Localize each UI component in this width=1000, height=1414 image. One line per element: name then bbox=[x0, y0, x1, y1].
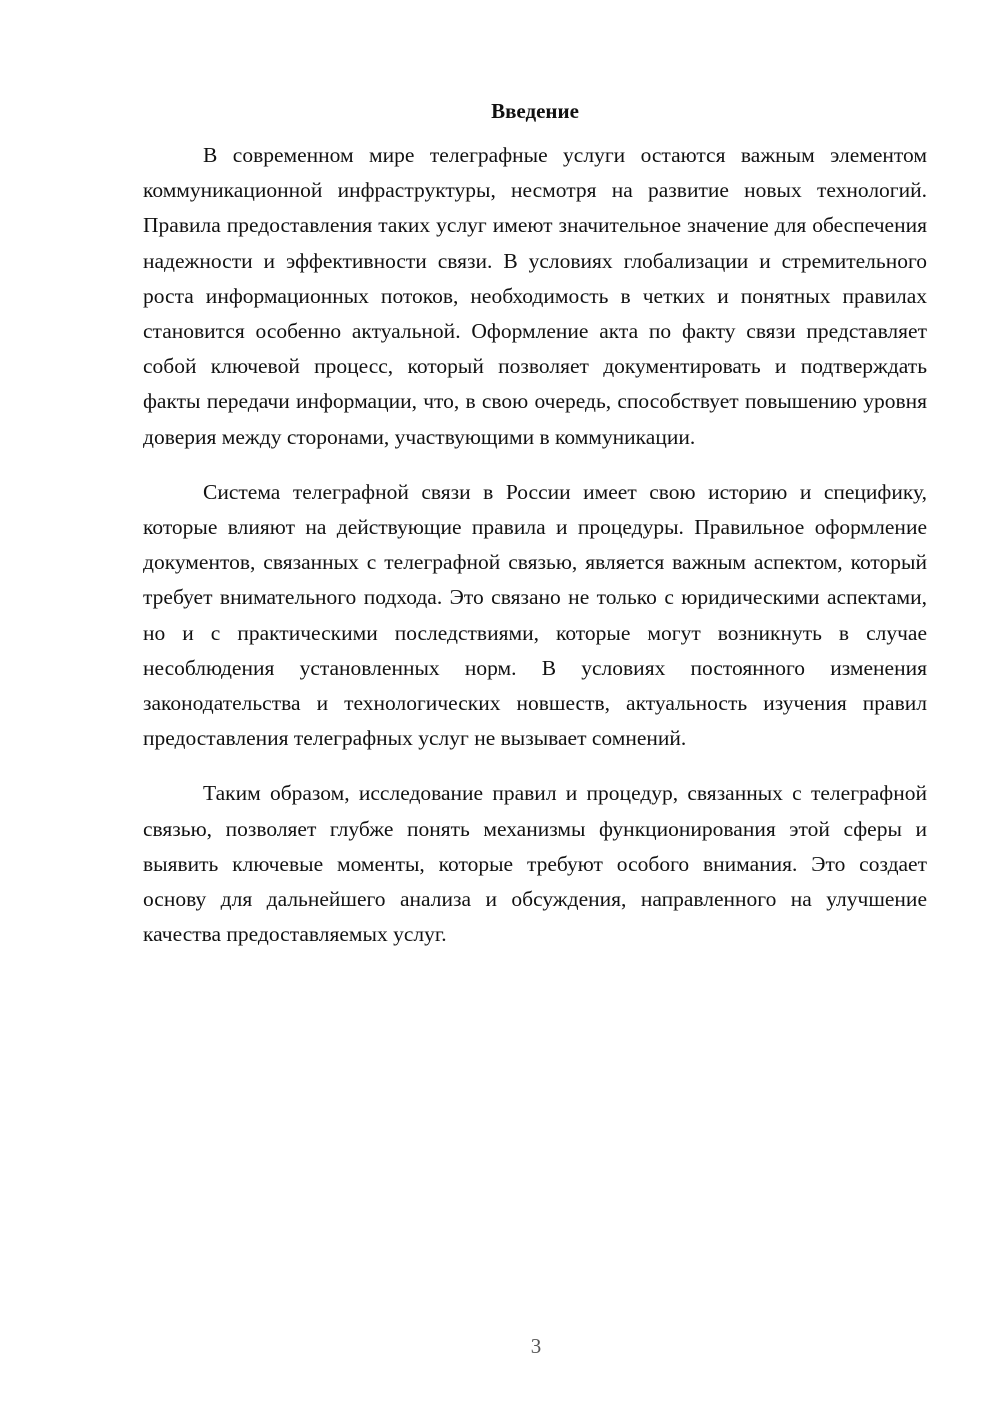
page-number: 3 bbox=[530, 1334, 542, 1358]
page-content bbox=[143, 96, 927, 972]
paragraph-1: В современном мире телеграфные услуги остаются важным элементом коммуникационной инфраструктуры, несмотря на развитие новых технологий. Правила предоставления таких услуг имеют значительное значение для обеспечения надежности и эффективности связи. В условиях глобализации и стремительного роста информационных потоков, необходимость в четких и понятных правилах становится особенно актуальной. Оформление акта по факту связи представляет собой ключевой процесс, который позволяет документировать и подтверждать факты передачи информации, что, в свою очередь, способствует повышению уровня доверия между сторонами, участвующими в коммуникации. bbox=[143, 143, 927, 449]
paragraph-2: Система телеграфной связи в России имеет свою историю и специфику, которые влияют на действующие правила и процедуры. Правильное оформление документов, связанных с телеграфной связью, является важным аспектом, который требует внимательного подхода. Это связано не только с юридическими аспектами, но и с практическими последствиями, которые могут возникнуть в случае несоблюдения установленных норм. В условиях постоянного изменения законодательства и технологических новшеств, актуальность изучения правил предоставления телеграфных услуг не вызывает сомнений. bbox=[143, 479, 927, 751]
section-title: Введение bbox=[491, 99, 579, 123]
paragraph-3: Таким образом, исследование правил и процедур, связанных с телеграфной связью, позволяет глубже понять механизмы функционирования этой сферы и выявить ключевые моменты, которые требуют особого внимания. Это создает основу для дальнейшего анализа и обсуждения, направленного на улучшение качества предоставляемых услуг. bbox=[143, 781, 927, 947]
